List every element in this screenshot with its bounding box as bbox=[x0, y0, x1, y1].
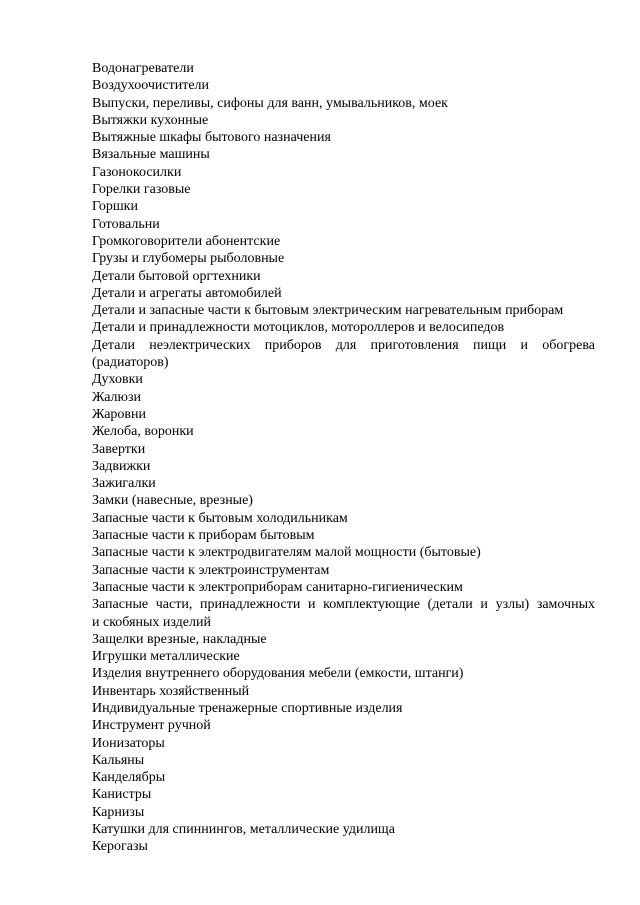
list-item: Вытяжные шкафы бытового назначения bbox=[92, 130, 331, 146]
list-item-justified: Детали неэлектрических приборов для приготовления пищи и обогрева bbox=[92, 337, 595, 353]
list-item: Защелки врезные, накладные bbox=[92, 631, 267, 647]
list-item: Канделябры bbox=[92, 770, 166, 786]
list-item: Замки (навесные, врезные) bbox=[92, 493, 253, 509]
list-item: Запасные части к электроинструментам bbox=[92, 562, 330, 578]
list-item: Воздухоочистители bbox=[92, 78, 210, 94]
list-item: Детали бытовой оргтехники bbox=[92, 268, 261, 284]
list-item: Детали и агрегаты автомобилей bbox=[92, 285, 282, 301]
list-item: Выпуски, переливы, сифоны для ванн, умывальников, моек bbox=[92, 95, 448, 111]
list-item: Детали и принадлежности мотоциклов, мотороллеров и велосипедов bbox=[92, 320, 505, 336]
list-item-continuation: и скобяных изделий bbox=[92, 614, 211, 630]
list-item: Инвентарь хозяйственный bbox=[92, 683, 250, 699]
list-item: Зажигалки bbox=[92, 476, 156, 492]
list-item: Жалюзи bbox=[92, 389, 141, 405]
list-item: Запасные части к приборам бытовым bbox=[92, 528, 315, 544]
list-item: Газонокосилки bbox=[92, 164, 182, 180]
list-item: Керогазы bbox=[92, 839, 148, 855]
list-item: Инструмент ручной bbox=[92, 718, 211, 734]
document-page bbox=[92, 60, 595, 856]
list-item: Канистры bbox=[92, 787, 152, 803]
list-item: Жаровни bbox=[92, 406, 147, 422]
list-item: Желоба, воронки bbox=[92, 424, 194, 440]
list-item: Вязальные машины bbox=[92, 147, 210, 163]
list-item: Горелки газовые bbox=[92, 182, 191, 198]
list-item: Игрушки металлические bbox=[92, 649, 240, 665]
list-item: Запасные части к электроприборам санитарно-гигиеническим bbox=[92, 579, 463, 595]
list-item: Катушки для спиннингов, металлические удилища bbox=[92, 822, 395, 838]
list-item: Изделия внутреннего оборудования мебели (емкости, штанги) bbox=[92, 666, 464, 682]
list-item: Грузы и глубомеры рыболовные bbox=[92, 251, 285, 267]
list-item-justified: Запасные части, принадлежности и комплектующие (детали и узлы) замочных bbox=[92, 597, 595, 613]
list-item: Карнизы bbox=[92, 804, 145, 820]
list-item: Ионизаторы bbox=[92, 735, 165, 751]
list-item: Детали и запасные части к бытовым электрическим нагревательным приборам bbox=[92, 303, 564, 319]
list-item: Задвижки bbox=[92, 458, 151, 474]
list-item: Вытяжки кухонные bbox=[92, 112, 209, 128]
list-item: Кальяны bbox=[92, 752, 145, 768]
list-item: Духовки bbox=[92, 372, 143, 388]
list-item: Горшки bbox=[92, 199, 138, 215]
list-item: Готовальни bbox=[92, 216, 160, 232]
list-item: Водонагреватели bbox=[92, 61, 194, 76]
list-item: Запасные части к бытовым холодильникам bbox=[92, 510, 348, 526]
list-item: Запасные части к электродвигателям малой мощности (бытовые) bbox=[92, 545, 481, 561]
list-item-continuation: (радиаторов) bbox=[92, 355, 169, 371]
list-item: Индивидуальные тренажерные спортивные изделия bbox=[92, 700, 403, 716]
list-item: Громкоговорители абонентские bbox=[92, 233, 281, 249]
list-item: Завертки bbox=[92, 441, 146, 457]
